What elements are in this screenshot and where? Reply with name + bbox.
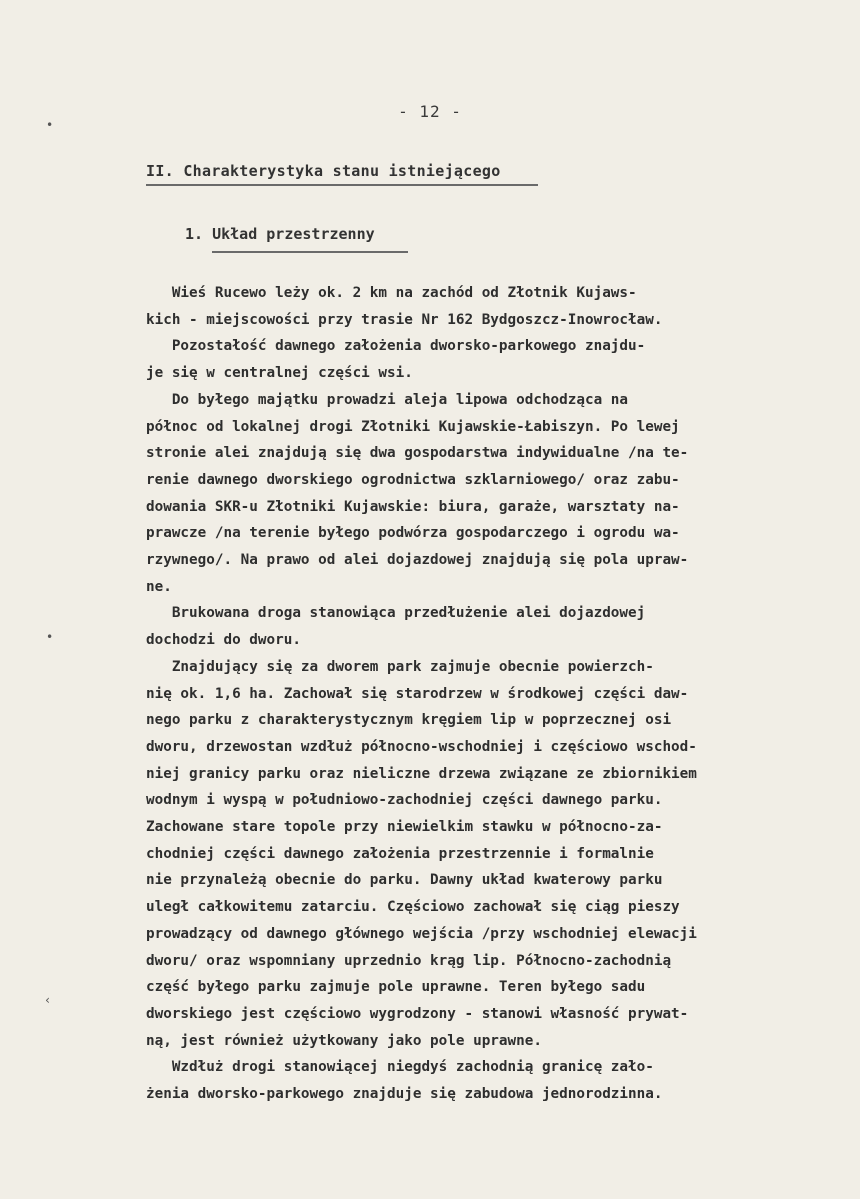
text-line: ną, jest również użytkowany jako pole uprawne. [146,1032,542,1049]
text-line: Pozostałość dawnego założenia dworsko-parkowego znajdu- [146,338,646,355]
text-line: część byłego parku zajmuje pole uprawne. Teren byłego sadu [146,979,646,996]
text-line: wodnym i wyspą w południowo-zachodniej części dawnego parku. [146,792,663,809]
text-line: uległ całkowitemu zatarciu. Częściowo zachował się ciąg pieszy [146,899,680,916]
subsection-title-underline [212,251,408,253]
text-line: dworu, drzewostan wzdłuż północno-wschodniej i częściowo wschod- [146,738,697,755]
text-line: Do byłego majątku prowadzi aleja lipowa odchodząca na [146,391,629,408]
text-line: rzywnego/. Na prawo od alei dojazdowej znajdują się pola upraw- [146,552,689,569]
text-line: nię ok. 1,6 ha. Zachował się starodrzew w środkowej części daw- [146,685,689,702]
margin-mark: • [46,630,54,644]
text-line: chodniej części dawnego założenia przestrzennie i formalnie [146,845,654,862]
text-line: Zachowane stare topole przy niewielkim stawku w północno-za- [146,819,663,836]
margin-mark: • [46,118,54,132]
body-text [146,280,786,1108]
section-title-underline [146,184,538,186]
text-line: Wieś Rucewo leży ok. 2 km na zachód od Złotnik Kujaws- [146,285,637,301]
margin-mark: ‹ [44,993,52,1007]
text-line: kich - miejscowości przy trasie Nr 162 Bydgoszcz-Inowrocław. [146,311,663,328]
text-line: ne. [146,578,172,595]
text-line: północ od lokalnej drogi Złotniki Kujawskie-Łabiszyn. Po lewej [146,418,680,435]
text-line: dochodzi do dworu. [146,632,301,649]
text-line: żenia dworsko-parkowego znajduje się zabudowa jednorodzinna. [146,1086,663,1103]
text-line: nie przynależą obecnie do parku. Dawny układ kwaterowy parku [146,872,663,889]
text-line: niej granicy parku oraz nieliczne drzewa związane ze zbiornikiem [146,765,697,782]
text-line: dowania SKR-u Złotniki Kujawskie: biura, garaże, warsztaty na- [146,498,680,515]
page-number: - 12 - [398,102,462,121]
subsection-title: 1. Układ przestrzenny [185,225,375,243]
text-line: dworu/ oraz wspomniany uprzednio krąg lip. Północno-zachodnią [146,952,672,969]
section-title: II. Charakterystyka stanu istniejącego [146,162,501,180]
text-line: prowadzący od dawnego głównego wejścia /przy wschodniej elewacji [146,925,697,942]
text-line: renie dawnego dworskiego ogrodnictwa szklarniowego/ oraz zabu- [146,471,680,488]
text-line: nego parku z charakterystycznym kręgiem lip w poprzecznej osi [146,712,672,729]
text-line: prawcze /na terenie byłego podwórza gospodarczego i ogrodu wa- [146,525,680,542]
text-line: Znajdujący się za dworem park zajmuje obecnie powierzch- [146,658,654,675]
text-line: Brukowana droga stanowiąca przedłużenie alei dojazdowej [146,605,646,622]
text-line: je się w centralnej części wsi. [146,365,413,382]
text-line: stronie alei znajdują się dwa gospodarstwa indywidualne /na te- [146,445,689,462]
text-line: Wzdłuż drogi stanowiącej niegdyś zachodnią granicę zało- [146,1059,654,1076]
text-line: dworskiego jest częściowo wygrodzony - stanowi własność prywat- [146,1005,689,1022]
